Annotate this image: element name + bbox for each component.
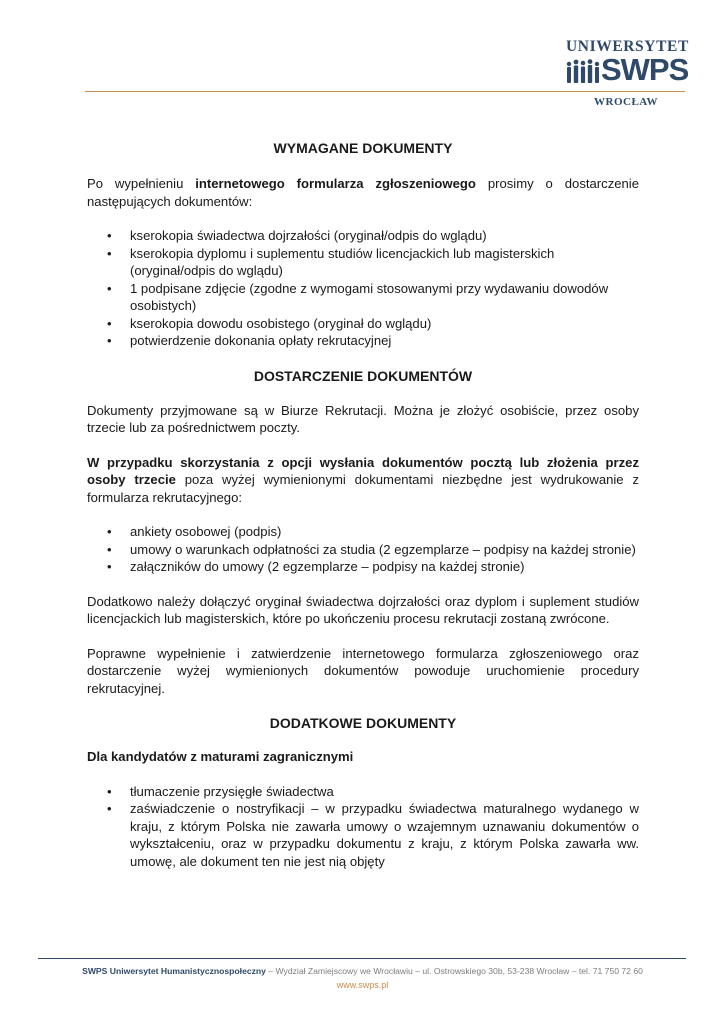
intro-paragraph [87,175,639,210]
footer-divider [38,958,686,959]
list-item: • kserokopia dowodu osobistego (oryginał do wglądu) [87,315,639,333]
procedure-paragraph: Poprawne wypełnienie i zatwierdzenie internetowego formularza zgłoszeniowego oraz dostarczenie wyżej wymienionych dokumentów powoduje uruchomienie procedury rekrutacyjnej. [87,645,639,696]
document-body [87,138,639,870]
list-item: • tłumaczenie przysięgłe świadectwa [87,783,639,801]
footer-address-text: – Wydział Zamiejscowy we Wrocławiu – ul. Ostrowskiego 30b, 53-238 Wrocław – tel. 71 750 72 60 [265,966,643,976]
people-figures-icon [565,59,601,83]
intro-text-start: Po wypełnieniu [87,176,196,191]
list-item: • załączników do umowy (2 egzemplarze – podpisy na każdej stronie) [87,558,639,576]
list-item: • potwierdzenie dokonania opłaty rekrutacyjnej [87,332,639,350]
subtitle-text: Dla kandydatów z maturami zagranicznymi [87,749,354,764]
footer-university: SWPS Uniwersytet Humanistycznospołeczny [82,966,266,976]
list-item: • kserokopia świadectwa dojrzałości (oryginał/odpis do wglądu) [87,227,639,245]
footer-address [0,966,725,976]
logo-brand-text: SWPS [601,52,689,87]
list-item: • ankiety osobowej (podpis) [87,523,639,541]
section-title-required: WYMAGANE DOKUMENTY [273,140,453,156]
additional-documents-list [87,783,639,871]
delivery-paragraph: Dokumenty przyjmowane są w Biurze Rekrutacji. Można je złożyć osobiście, przez osoby trzecie lub za pośrednictwem poczty. [87,402,639,435]
foreign-candidates-subtitle [87,748,639,766]
form-link-text: internetowego formularza zgłoszeniowego [195,176,476,191]
postal-text: poza wyżej wymienionymi dokumentami niezbędne jest wydrukowanie z formularza rekrutacyjnego: [87,472,639,505]
postal-emphasis: W przypadku skorzystania z opcji wysłania dokumentów pocztą lub złożenia przez osoby trzecie [87,454,639,487]
required-documents-list [87,227,639,350]
logo-university-text: UNIWERSYTET [566,38,689,55]
print-documents-list [87,523,639,576]
intro-text-end: prosimy o dostarczenie następujących dokumentów: [87,176,639,209]
list-item: • kserokopia dyplomu i suplementu studiów licencjackich lub magisterskich (oryginał/odpis do wglądu) [87,245,639,280]
logo-city-text: WROCŁAW [594,96,659,108]
list-item: • 1 podpisane zdjęcie (zgodne z wymogami stosowanymi przy wydawaniu dowodów osobistych) [87,280,639,315]
list-item: • zaświadczenie o nostryfikacji – w przypadku świadectwa maturalnego wydanego w kraju, z którym Polska nie zawarła umowy o wzajemnym uznawaniu dokumentów o wykształceniu, oraz w przypadku dokumentu z kraju, z którym Polska zawarła ww. umowę, ale dokument ten nie jest nią objęty [87,800,639,870]
list-item: • umowy o warunkach odpłatności za studia (2 egzemplarze – podpisy na każdej stronie) [87,541,639,559]
postal-paragraph [87,454,639,507]
header-divider [85,91,685,92]
university-logo [560,38,689,113]
footer-website-link[interactable]: www.swps.pl [336,980,389,990]
additional-originals-paragraph: Dodatkowo należy dołączyć oryginał świadectwa dojrzałości oraz dyplom i suplement studiów licencjackich lub magisterskich, które po ukończeniu procesu rekrutacji zostaną zwrócone. [87,593,639,626]
section-title-additional: DODATKOWE DOKUMENTY [269,715,457,731]
section-title-delivery: DOSTARCZENIE DOKUMENTÓW [253,367,473,384]
